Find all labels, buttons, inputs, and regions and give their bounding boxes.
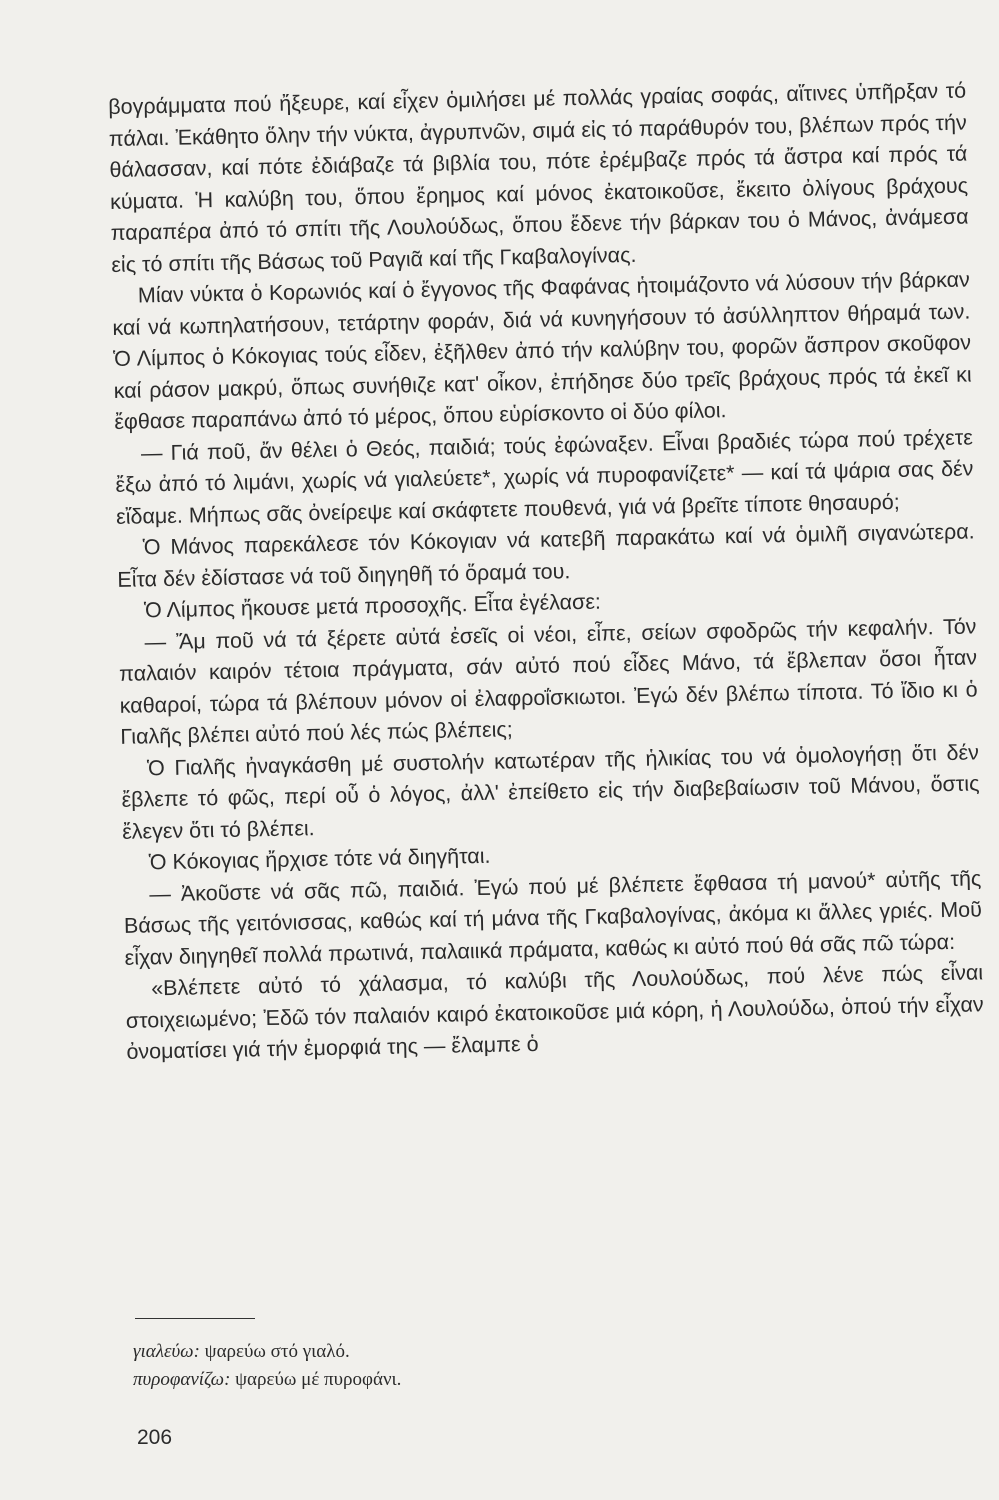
footnote-definition: ψαρεύω μέ πυροφάνι. — [235, 1369, 402, 1390]
footnote-term: γιαλεύω: — [133, 1341, 200, 1362]
paragraph: Μίαν νύκτα ὁ Κορωνιός καί ὁ ἔγγονος τῆς Φαφάνας ἡτοιμάζοντο νά λύσουν τήν βάρκαν καί νά κωπηλατήσουν, τετάρτην φοράν, διά νά κυνηγήσουν τό ἀσύλληπτον θήραμά των. Ὁ Λίμπος ὁ Κόκογιας τούς εἶδεν, ἐξῆλθεν ἀπό τήν καλύβην του, φορῶν ἄσπρον σκοῦφον καί ράσον μακρύ, ὅπως συνήθιζε κατ' οἶκον, ἐπήδησε δύο τρεῖς βράχους πρός τά ἐκεῖ κι ἔφθασε παραπάνω ἀπό τό μέρος, ὅπου εὑρίσκοντο οἱ δύο φίλοι. — [112, 267, 972, 434]
footnote — [133, 1366, 401, 1394]
footnote-definition: ψαρεύω στό γιαλό. — [204, 1341, 350, 1362]
footnote — [133, 1338, 401, 1366]
paragraph: Ὁ Γιαλῆς ἠναγκάσθη μέ συστολήν κατωτέραν τῆς ἡλικίας του νά ὁμολογήσῃ ὅτι δέν ἔβλεπε τό φῶς, περί οὗ ὁ λόγος, ἀλλ' ἐπείθετο εἰς τήν διαβεβαίωσιν τοῦ Μάνου, ὅστις ἔλεγεν ὅτι τό βλέπει. — [121, 739, 980, 844]
footnote-term: πυροφανίζω: — [133, 1369, 231, 1390]
page-number: 206 — [137, 1426, 173, 1449]
paragraph: — Ἀκοῦστε νά σᾶς πῶ, παιδιά. Ἐγώ πού μέ βλέπετε ἔφθασα τή μανού* αὐτῆς τῆς Βάσως τῆς γειτόνισσας, καθώς καί τή μάνα τῆς Γκαβαλογίνας, ἀκόμα κι ἄλλες γριές. Μοῦ εἶχαν διηγηθεῖ πολλά πρωτινά, παλαιικά πράματα, καθώς κι αὐτό πού θά σᾶς πῶ τώρα: — [123, 865, 983, 970]
footnotes — [133, 1338, 401, 1394]
paragraph: βογράμματα πού ἤξευρε, καί εἶχεν ὁμιλήσει μέ πολλάς γραίας σοφάς, αἵτινες ὑπῆρξαν τό πάλαι. Ἐκάθητο ὅλην τήν νύκτα, ἀγρυπνῶν, σιμά εἰς τό παράθυρόν του, βλέπων πρός τήν θάλασσαν, καί πότε ἐδιάβαζε τά βιβλία του, πότε ἐρέμβαζε πρός τά ἄστρα καί πρός τά κύματα. Ἡ καλύβη του, ὅπου ἔρημος καί μόνος ἐκατοικοῦσε, ἔκειτο ὀλίγους βράχους παραπέρα ἀπό τό σπίτι τῆς Λουλούδως, ὅπου ἔδενε τήν βάρκαν του ὁ Μάνος, ἀνάμεσα εἰς τό σπίτι τῆς Βάσως τοῦ Ραγιᾶ καί τῆς Γκαβαλογίνας. — [108, 78, 969, 277]
paragraph: Ὁ Μάνος παρεκάλεσε τόν Κόκογιαν νά κατεβῆ παρακάτω καί νά ὁμιλῆ σιγανώτερα. Εἶτα δέν ἐδίστασε νά τοῦ διηγηθῆ τό ὅραμά του. — [117, 519, 975, 592]
page-body-text — [108, 76, 985, 1069]
paragraph: — Γιά ποῦ, ἄν θέλει ὁ Θεός, παιδιά; τούς ἐφώναξεν. Εἶναι βραδιές τώρα πού τρέχετε ἔξω ἀπό τό λιμάνι, χωρίς νά γιαλεύετε*, χωρίς νά πυροφανίζετε* — καί τά ψάρια σας δέν εἴδαμε. Μήπως σᾶς ὀνείρεψε καί σκάφτετε πουθενά, γιά νά βρεῖτε τίποτε θησαυρό; — [115, 424, 974, 529]
paragraph: Ὁ Κόκογιας ἤρχισε τότε νά διηγῆται. — [148, 843, 491, 875]
footnote-divider — [135, 1318, 255, 1319]
paragraph: Ὁ Λίμπος ἤκουσε μετά προσοχῆς. Εἶτα ἐγέλασε: — [143, 589, 602, 623]
paragraph: «Βλέπετε αὐτό τό χάλασμα, τό καλύβι τῆς Λουλούδως, πού λένε πώς εἶναι στοιχειωμένο; Ἐδῶ τόν παλαιόν καιρό ἐκατοικοῦσε μιά κόρη, ἡ Λουλούδω, ὁπού τήν εἶχαν ὀνοματίσει γιά τήν ἐμορφιά της — ἔλαμπε ὁ — [125, 960, 984, 1064]
paragraph: — Ἄμ ποῦ νά τά ξέρετε αὐτά ἐσεῖς οἱ νέοι, εἶπε, σείων σφοδρῶς τήν κεφαλήν. Τόν παλαιόν καιρόν τέτοια πράγματα, σάν αὐτό πού εἶδες Μάνο, τά ἔβλεπαν ὅσοι ἦταν καθαροί, τώρα τά βλέπουν μόνον οἱ ἐλαφροΐσκιωτοι. Ἐγώ δέν βλέπω τίποτα. Τό ἴδιο κι ὁ Γιαλῆς βλέπει αὐτό πού λές πώς βλέπεις; — [118, 613, 978, 749]
